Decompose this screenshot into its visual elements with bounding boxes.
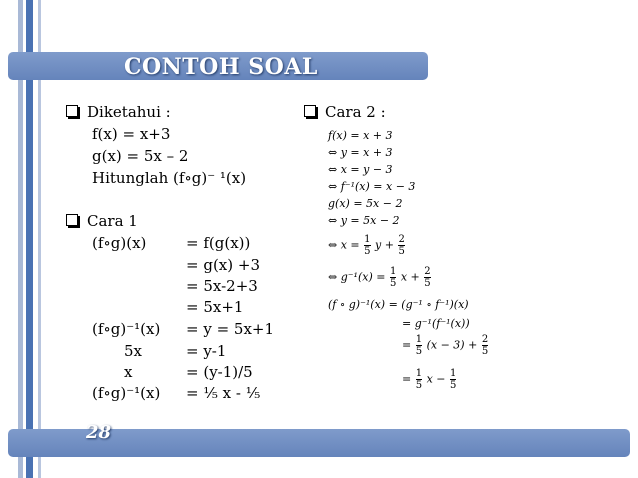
math-line-fraction: ⇔ g⁻¹(x) = $\frac{1}{5}$ x + $\frac{2}{5}$ — [328, 266, 431, 289]
math-line: ⇔ f⁻¹(x) = x − 3 — [328, 180, 416, 193]
math-line: ⇔ y = 5x − 2 — [328, 214, 400, 227]
task-text: Hitunglah (f∘g)⁻ ¹(x) — [92, 169, 247, 187]
method2-heading: Cara 2 : — [304, 102, 386, 122]
math-line: f(x) = x + 3 — [328, 129, 393, 142]
step-lhs: (f∘g)(x) — [92, 234, 147, 252]
math-line: ⇔ x = y − 3 — [328, 163, 393, 176]
checkbox-bullet-icon — [66, 105, 78, 117]
step-rhs: = g(x) +3 — [186, 256, 260, 274]
math-line: g(x) = 5x − 2 — [328, 197, 403, 210]
slide-title: CONTOH SOAL — [124, 54, 318, 80]
step-lhs: (f∘g)⁻¹(x) — [92, 320, 161, 338]
math-line-fraction: = $\frac{1}{5}$ (x − 3) + $\frac{2}{5}$ — [402, 334, 489, 357]
math-line-fraction: = $\frac{1}{5}$ x − $\frac{1}{5}$ — [402, 368, 457, 391]
math-line-fraction: ⇔ x = $\frac{1}{5}$ y + $\frac{2}{5}$ — [328, 234, 405, 257]
step-rhs: = f(g(x)) — [186, 234, 251, 252]
step-lhs: 5x — [124, 342, 143, 360]
page-number: 28 — [86, 422, 112, 443]
step-rhs: = y = 5x+1 — [186, 320, 275, 338]
step-rhs: = ⅕ x - ⅕ — [186, 384, 261, 402]
method1-heading: Cara 1 — [66, 211, 138, 231]
step-lhs: x — [124, 363, 133, 381]
checkbox-bullet-icon — [304, 105, 316, 117]
checkbox-bullet-icon — [66, 214, 78, 226]
math-line: = g⁻¹(f⁻¹(x)) — [402, 317, 470, 330]
step-rhs: = 5x+1 — [186, 298, 244, 316]
given-f: f(x) = x+3 — [92, 125, 171, 143]
step-lhs: (f∘g)⁻¹(x) — [92, 384, 161, 402]
math-line: ⇔ y = x + 3 — [328, 146, 393, 159]
given-heading: Diketahui : — [66, 102, 171, 122]
step-rhs: = (y-1)/5 — [186, 363, 253, 381]
step-rhs: = 5x-2+3 — [186, 277, 258, 295]
step-rhs: = y-1 — [186, 342, 227, 360]
given-g: g(x) = 5x – 2 — [92, 147, 189, 165]
math-line: (f ∘ g)⁻¹(x) = (g⁻¹ ∘ f⁻¹)(x) — [328, 298, 469, 311]
